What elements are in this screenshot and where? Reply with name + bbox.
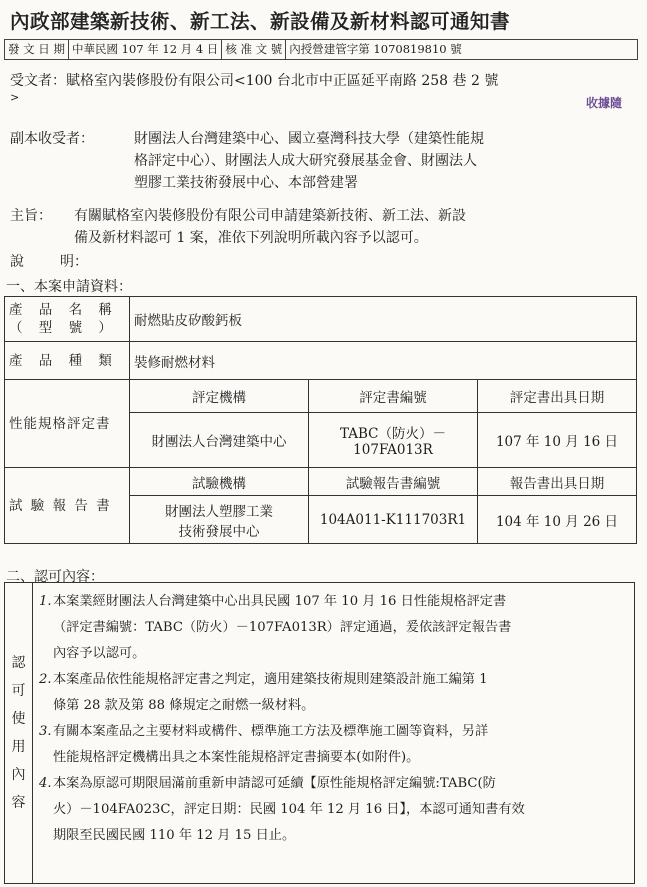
approval-content-box [4,582,635,884]
evaluation-org: 財團法人台灣建築中心 [130,413,309,468]
cc-line-3: 塑膠工業技術發展中心、本部營建署 [134,175,358,191]
test-date-header: 報告書出具日期 [478,468,637,496]
test-number: 104A011-K111703R1 [309,496,478,544]
item-line: 本案為原認可期限屆滿前重新申請認可延續【原性能規格評定編號:TABC(防 [53,776,496,791]
cc-label: 副本收受者： [10,131,94,147]
approval-value: 內授營建管字第 1070819810 號 [289,42,462,56]
product-name-label: 產 品 名 稱 [9,302,118,318]
product-type-label: 產 品 種 類 [5,342,130,380]
vlabel-char: 內 [11,767,26,783]
document-title: 內政部建築新技術、新工法、新設備及新材料認可通知書 [10,10,511,33]
evaluation-date: 107 年 10 月 16 日 [478,413,637,468]
item-line: 條第 28 款及第 88 條規定之耐燃一級材料。 [53,698,315,713]
section-1-heading: 一、本案申請資料： [6,279,132,295]
evaluation-label: 性能規格評定書 [5,380,130,468]
subject [10,205,635,249]
evaluation-date-header: 評定書出具日期 [478,380,637,413]
test-number-header: 試驗報告書編號 [309,468,478,496]
item-line: 內容予以認可。 [53,646,146,661]
document-number-bar [4,39,638,60]
subject-label: 主旨： [10,208,52,224]
approval-item-3 [39,719,631,771]
evaluation-number-line-2: 107FA013R [353,442,433,458]
recipient-line: 受文者：賦格室內裝修股份有限公司<100 台北市中正區延平南路 258 巷 2 號 [10,73,499,89]
item-line: 本案業經財團法人台灣建築中心出具民國 107 年 10 月 16 日性能規格評定書 [53,594,507,609]
item-line: 本案產品依性能規格評定書之判定，適用建築技術規則建築設計施工編第 1 [53,672,488,687]
product-name-label-cell [5,297,130,342]
date-label: 發 文 日 期 [5,40,69,59]
cc-line-1: 財團法人台灣建築中心、國立臺灣科技大學（建築性能規 [134,131,484,147]
test-report-label: 試 驗 報 告 書 [5,468,130,544]
application-data-table [4,296,637,544]
approval-items [39,589,631,849]
vlabel-char: 可 [11,683,26,699]
product-model-label: （ 型 號 ） [9,320,118,336]
item-number: 4. [39,776,52,791]
explanation-heading [10,251,88,273]
cc-recipients [10,128,635,194]
evaluation-org-header: 評定機構 [130,380,309,413]
explanation-label: 說 [10,254,24,270]
vlabel-char: 用 [11,739,26,755]
section-2-heading: 二、認可內容： [6,569,104,585]
item-number: 1. [39,594,52,609]
approval-label: 核 准 文 號 [222,40,286,59]
item-line: （評定書編號：TABC（防火）－107FA013R）評定通過，爰依該評定報告書 [53,620,512,635]
test-org [130,496,309,544]
approval-content-vertical-label [5,583,33,883]
explanation-label-2: 明 [60,254,74,270]
product-name-value: 耐燃貼皮矽酸鈣板 [130,297,637,342]
evaluation-number [309,413,478,468]
approval-item-2 [39,667,631,719]
subject-line-1: 有關賦格室內裝修股份有限公司申請建築新技術、新工法、新設 [74,208,466,224]
evaluation-number-line-1: TABC（防火）－ [339,426,447,442]
test-org-line-2: 技術發展中心 [178,523,260,540]
vlabel-char: 使 [11,711,26,727]
item-number: 2. [39,672,52,687]
receipt-seal: 收據隨 [586,96,623,110]
evaluation-number-header: 評定書編號 [309,380,478,413]
item-number: 3. [39,724,52,739]
test-org-header: 試驗機構 [130,468,309,496]
item-line: 期限至民國民國 110 年 12 月 15 日止。 [53,828,296,843]
explanation-colon: ： [74,254,88,270]
subject-line-2: 備及新材料認可 1 案，准依下列說明所載內容予以認可。 [74,230,428,246]
approval-item-1 [39,589,631,667]
cc-line-2: 格評定中心）、財團法人成大研究發展基金會、財團法人 [134,153,477,169]
item-line: 火）－104FA023C，評定日期：民國 104 年 12 月 16 日】，本認可通知書有效 [53,802,525,817]
vlabel-char: 認 [11,655,26,671]
test-date: 104 年 10 月 26 日 [478,496,637,544]
recipient-line-continuation: > [10,91,20,104]
item-line: 性能規格評定機構出具之本案性能規格評定書摘要本(如附件)。 [53,750,420,765]
test-org-line-1: 財團法人塑膠工業 [165,503,273,520]
vlabel-char: 容 [11,795,26,811]
approval-item-4 [39,771,631,849]
date-value: 中華民國 107 年 12 月 4 日 [69,40,222,59]
product-type-value: 裝修耐燃材料 [130,342,637,380]
item-line: 有關本案產品之主要材料或構件、標準施工方法及標準施工圖等資料，另詳 [53,724,489,739]
